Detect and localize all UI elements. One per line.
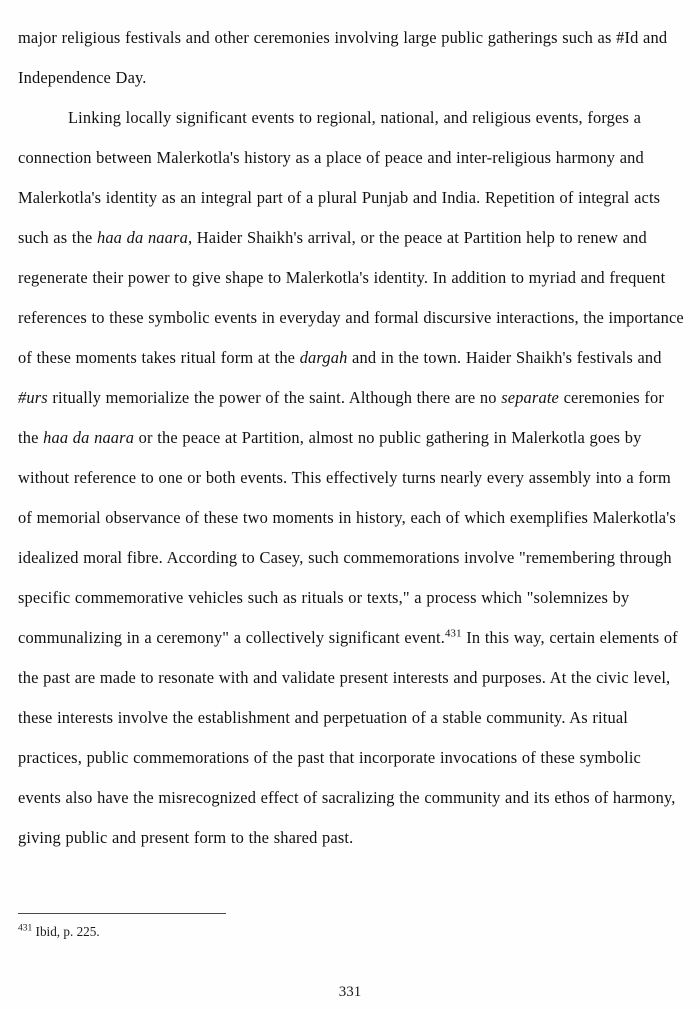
footnote-entry: [18, 923, 684, 941]
italic-term: #urs: [18, 388, 48, 407]
page-number: 331: [338, 984, 362, 1000]
footnote-area: [18, 913, 684, 941]
text-run: or the peace at Partition, almost no public gathering in Malerkotla goes by without reference to one or both events. This effectively turns nearly every assembly into a form of memorial observance of these two moments in history, each of which exemplifies Malerkotla's idealized moral fibre. According to Casey, such commemorations involve "remembering through specific commemorative vehicles such as rituals or texts," a process which "solemnizes by communalizing in a ceremony" a collectively significant event.: [18, 428, 676, 647]
italic-term: separate: [501, 388, 559, 407]
text-run: In this way, certain elements of the past are made to resonate with and validate present interests and purposes. At the civic level, these interests involve the establishment and perpetuation of a stable community. As ritual practices, public commemorations of the past that incorporate invocations of these symbolic events also have the misrecognized effect of sacralizing the community and its ethos of harmony, giving public and present form to the shared past.: [18, 628, 678, 847]
footnote-reference: 431: [444, 627, 462, 640]
footnote-separator-rule: [18, 913, 226, 914]
text-run: Linking locally significant events to regional, national, and religious events, forges a connection between Malerkotla's history as a place of peace and inter-religious harmony and Malerkotla's identity as an integral part of a plural Punjab and India. Repetition of integral acts such as the: [18, 108, 661, 247]
italic-term: dargah: [299, 348, 348, 367]
italic-term: haa da naara: [96, 228, 188, 247]
text-run: and in the town. Haider Shaikh's festivals and: [347, 348, 662, 367]
text-run: , Haider Shaikh's arrival, or the peace at Partition help to renew and regenerate their power to give shape to Malerkotla's identity. In addition to myriad and frequent references to these symbolic events in everyday and formal discursive interactions, the importance of these moments takes ritual form at the: [18, 228, 684, 367]
italic-term: haa da naara: [43, 428, 135, 447]
footnote-body: Ibid, p. 225.: [32, 924, 100, 939]
paragraph-1: [18, 18, 684, 98]
text-run: ritually memorialize the power of the saint. Although there are no: [47, 388, 502, 407]
text-run: major religious festivals and other ceremonies involving large public gatherings such as #Id and Independence Day.: [18, 28, 668, 87]
paragraph-2: [18, 98, 684, 858]
text-run: ceremonies for the: [18, 388, 665, 447]
footnote-marker: 431: [18, 923, 33, 934]
page-body-text: [18, 18, 684, 858]
